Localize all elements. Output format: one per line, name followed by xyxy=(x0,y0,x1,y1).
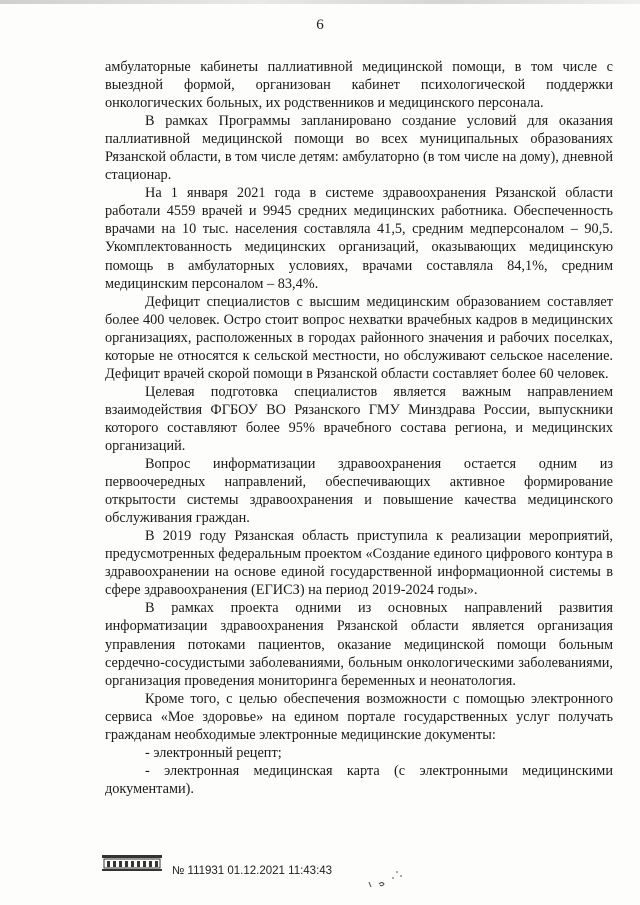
scan-marks xyxy=(365,860,425,890)
paragraph: Дефицит специалистов с высшим медицинским образованием составляет более 400 человек. Остро стоит вопрос нехватки врачебных кадров в медицинских организациях, расположенных в городах районного значения и рабочих поселках, которые не относятся к сельской местности, но обслуживают сельское население. Дефицит врачей скорой помощи в Рязанской области составляет более 60 человек. xyxy=(105,293,613,382)
paragraph: На 1 января 2021 года в системе здравоохранения Рязанской области работали 4559 врачей и 9945 средних медицинских работника. Обеспеченность врачами на 10 тыс. населения составляла 41,5, средним медперсоналом – 90,5. Укомплектованность медицинских организаций, оказывающих медицинскую помощь в амбулаторных условиях, врачами составляла 84,1%, средним медицинским персоналом – 83,4%. xyxy=(105,185,613,292)
paragraph: Вопрос информатизации здравоохранения остается одним из первоочередных направлений, обеспечивающих активное формирование открытости системы здравоохранения и повышение качества медицинского обслуживания граждан. xyxy=(105,456,613,527)
paragraph: В 2019 году Рязанская область приступила к реализации мероприятий, предусмотренных федеральным проектом «Создание единого цифрового контура в здравоохранении на основе единой государственной информационной системы в сфере здравоохранения (ЕГИСЗ) на период 2019-2024 годы». xyxy=(105,528,613,599)
paragraph: В рамках Программы запланировано создание условий для оказания паллиативной медицинской помощи во всех муниципальных образованиях Рязанской области, в том числе детям: амбулаторно (в том числе на дому), дневной стационар. xyxy=(105,113,613,184)
document-footer xyxy=(100,852,620,892)
paragraph: Кроме того, с целью обеспечения возможности с помощью электронного сервиса «Мое здоровье» на едином портале государственных услуг получать гражданам необходимые электронные медицинские документы: xyxy=(105,690,613,743)
paragraph: Целевая подготовка специалистов является важным направлением взаимодействия ФГБОУ ВО Рязанского ГМУ Минздрава России, выпускники которого составляют более 95% врачебного состава региона, и медицинских организаций. xyxy=(105,383,613,454)
list-item: - электронный рецепт; xyxy=(145,744,282,761)
registry-building-icon xyxy=(100,852,164,874)
page-number: 6 xyxy=(316,17,324,33)
list-item: - электронная медицинская карта (с электронными медицинскими документами). xyxy=(105,762,613,797)
paragraph: амбулаторные кабинеты паллиативной медицинской помощи, в том числе с выездной формой, организован кабинет психологической поддержки онкологических больных, их родственников и медицинского персонала. xyxy=(105,59,613,112)
paragraph: В рамках проекта одними из основных направлений развития информатизации здравоохранения Рязанской области является организация управления потоками пациентов, оказание медицинской помощи больным сердечно-сосудистыми заболеваниями, больным онкологическими заболеваниями, организация проведения мониторинга беременных и неонатология. xyxy=(105,600,613,689)
document-registration-number: № 111931 01.12.2021 11:43:43 xyxy=(172,865,333,877)
scan-edge xyxy=(0,0,640,4)
body-text xyxy=(105,58,613,798)
